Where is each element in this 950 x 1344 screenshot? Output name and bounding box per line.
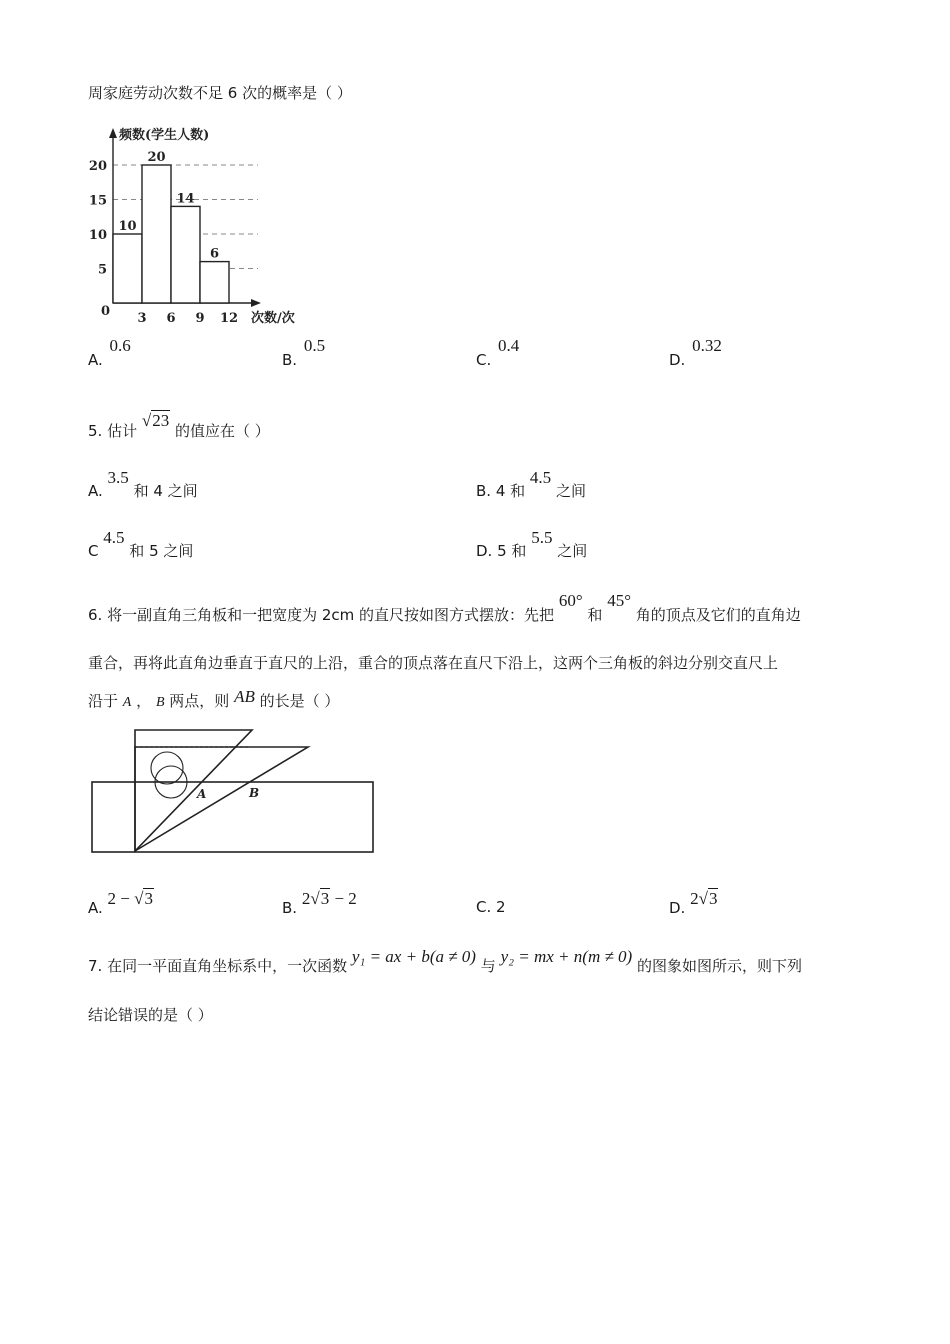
sqrt-icon: √ — [141, 411, 152, 430]
chart-bar-0-3 — [113, 234, 142, 303]
chart-value-label-9-12: 6 — [209, 246, 220, 262]
q5-radicand: 23 — [152, 411, 170, 430]
q6-comma: ， — [136, 692, 152, 710]
q6-option-b-math — [302, 889, 357, 908]
q5-option-b-tail: 之间 — [555, 482, 586, 500]
q5-option-b-math: 4.5 — [529, 468, 552, 487]
q6-option-b[interactable] — [282, 889, 357, 918]
q6-option-d-math — [690, 889, 718, 908]
q5-option-d-label: D. 5 和 — [476, 542, 527, 560]
q5-option-c[interactable] — [88, 528, 194, 561]
chart-xtick-3: 3 — [137, 311, 147, 326]
q6-option-b-post: − 2 — [330, 889, 357, 908]
q4-option-b-label: B. — [282, 351, 298, 369]
q6-option-c-label: C. 2 — [476, 898, 506, 916]
q6-line1-mid: 和 — [587, 606, 603, 624]
q6-option-b-radicand: 3 — [320, 889, 330, 908]
sqrt-icon: √ — [134, 889, 144, 908]
sqrt-icon: √ — [698, 889, 708, 908]
q6-line1-pre: 6. 将一副直角三角板和一把宽度为 2cm 的直尺按如图方式摆放：先把 — [88, 606, 555, 624]
q6-figure — [90, 726, 376, 856]
q4-option-b-value: 0.5 — [303, 336, 326, 355]
q6-option-a-math — [108, 889, 154, 908]
q4-option-d-label: D. — [669, 351, 686, 369]
q4-option-a-label: A. — [88, 351, 103, 369]
q5-option-b-label: B. 4 和 — [476, 482, 526, 500]
q6-line3-mid: 两点，则 — [169, 692, 230, 710]
q4-option-d[interactable] — [669, 336, 722, 370]
q4-option-a[interactable] — [88, 336, 131, 370]
sqrt-icon: √ — [310, 889, 320, 908]
q7-stem-line1 — [88, 947, 803, 976]
chart-bar-3-6 — [142, 165, 171, 303]
q7-line1-pre: 7. 在同一平面直角坐标系中，一次函数 — [88, 957, 348, 975]
q5-option-d-math: 5.5 — [531, 528, 553, 547]
q4-option-d-value: 0.32 — [692, 336, 722, 355]
q5-option-c-tail: 和 5 之间 — [129, 542, 194, 560]
q7-line1-post: 的图象如图所示，则下列 — [637, 957, 803, 975]
q6-option-d-radicand: 3 — [708, 889, 718, 908]
q6-stem-line3 — [88, 687, 340, 711]
chart-bars — [113, 165, 229, 303]
chart-origin-label: 0 — [101, 304, 111, 319]
chart-xtick-9: 9 — [195, 311, 205, 326]
q6-option-c[interactable] — [476, 898, 506, 916]
q6-line3-post: 的长是（ ） — [259, 692, 340, 710]
q6-stem-line1 — [88, 591, 801, 625]
q6-option-a-label: A. — [88, 899, 103, 917]
q4-histogram — [85, 122, 310, 334]
chart-ylabel: 频数(学生人数) — [119, 128, 210, 143]
q6-stem-line2: 重合，再将此直角边垂直于直尺的上沿，重合的顶点落在直尺下沿上，这两个三角板的斜边分别交直尺上 — [88, 654, 779, 672]
q5-option-c-math: 4.5 — [103, 528, 125, 547]
q5-option-a-label: A. — [88, 482, 103, 500]
q7-function-2: y₂ = mx + n(m ≠ 0) — [500, 947, 633, 966]
q5-stem — [88, 411, 270, 441]
q4-stem: 周家庭劳动次数不足 6 次的概率是（ ） — [88, 84, 352, 102]
q6-point-b: B — [155, 695, 165, 710]
q6-option-b-label: B. — [282, 899, 298, 917]
chart-ytick-10: 10 — [88, 228, 107, 243]
chart-ytick-20: 20 — [88, 159, 107, 174]
q6-option-d[interactable] — [669, 889, 718, 918]
q5-stem-pre: 5. 估计 — [88, 422, 138, 440]
chart-ytick-15: 15 — [88, 193, 107, 209]
chart-xlabel: 次数/次 — [251, 311, 295, 326]
q5-option-a-tail: 和 4 之间 — [133, 482, 198, 500]
q6-option-a-radicand: 3 — [144, 889, 153, 908]
q6-line3-pre: 沿于 — [88, 692, 119, 710]
q5-option-d-tail: 之间 — [557, 542, 588, 560]
q4-option-a-value: 0.6 — [109, 336, 131, 355]
q7-line1-mid: 与 — [480, 957, 496, 975]
q6-option-b-pre: 2 — [301, 889, 311, 908]
chart-ytick-5: 5 — [97, 262, 107, 278]
q6-segment-ab: AB — [234, 687, 255, 706]
q6-point-a: A — [122, 695, 132, 710]
chart-bar-6-9 — [171, 206, 200, 303]
q4-option-c[interactable] — [476, 336, 520, 370]
q6-option-a[interactable] — [88, 889, 154, 918]
q6-option-a-pre: 2 − — [107, 889, 135, 908]
q7-stem-line2: 结论错误的是（ ） — [88, 1006, 213, 1024]
chart-value-label-3-6: 20 — [147, 150, 166, 165]
q6-angle-60: 60° — [558, 591, 583, 610]
q4-option-c-value: 0.4 — [498, 336, 520, 355]
chart-xtick-12: 12 — [219, 311, 239, 326]
q5-option-b[interactable] — [476, 468, 586, 501]
q6-angle-45: 45° — [607, 591, 632, 610]
figure-label-a: A — [197, 787, 207, 801]
q7-function-1: y₁ = ax + b(a ≠ 0) — [351, 947, 476, 966]
q5-option-a-math: 3.5 — [107, 468, 129, 487]
q5-option-c-label: C — [88, 542, 99, 560]
q6-line1-post: 角的顶点及它们的直角边 — [635, 606, 801, 624]
q5-stem-post: 的值应在（ ） — [175, 422, 270, 440]
q5-option-a[interactable] — [88, 468, 198, 501]
chart-value-label-0-3: 10 — [118, 219, 137, 234]
chart-value-label-6-9: 14 — [176, 191, 195, 207]
chart-bar-9-12 — [200, 262, 229, 303]
q5-option-d[interactable] — [476, 528, 588, 561]
q5-sqrt — [142, 411, 170, 430]
q4-option-b[interactable] — [282, 336, 326, 370]
q6-option-d-pre: 2 — [690, 889, 699, 908]
chart-xtick-6: 6 — [166, 311, 176, 326]
figure-label-b: B — [249, 786, 260, 800]
q6-option-d-label: D. — [669, 899, 686, 917]
q4-option-c-label: C. — [476, 351, 492, 369]
